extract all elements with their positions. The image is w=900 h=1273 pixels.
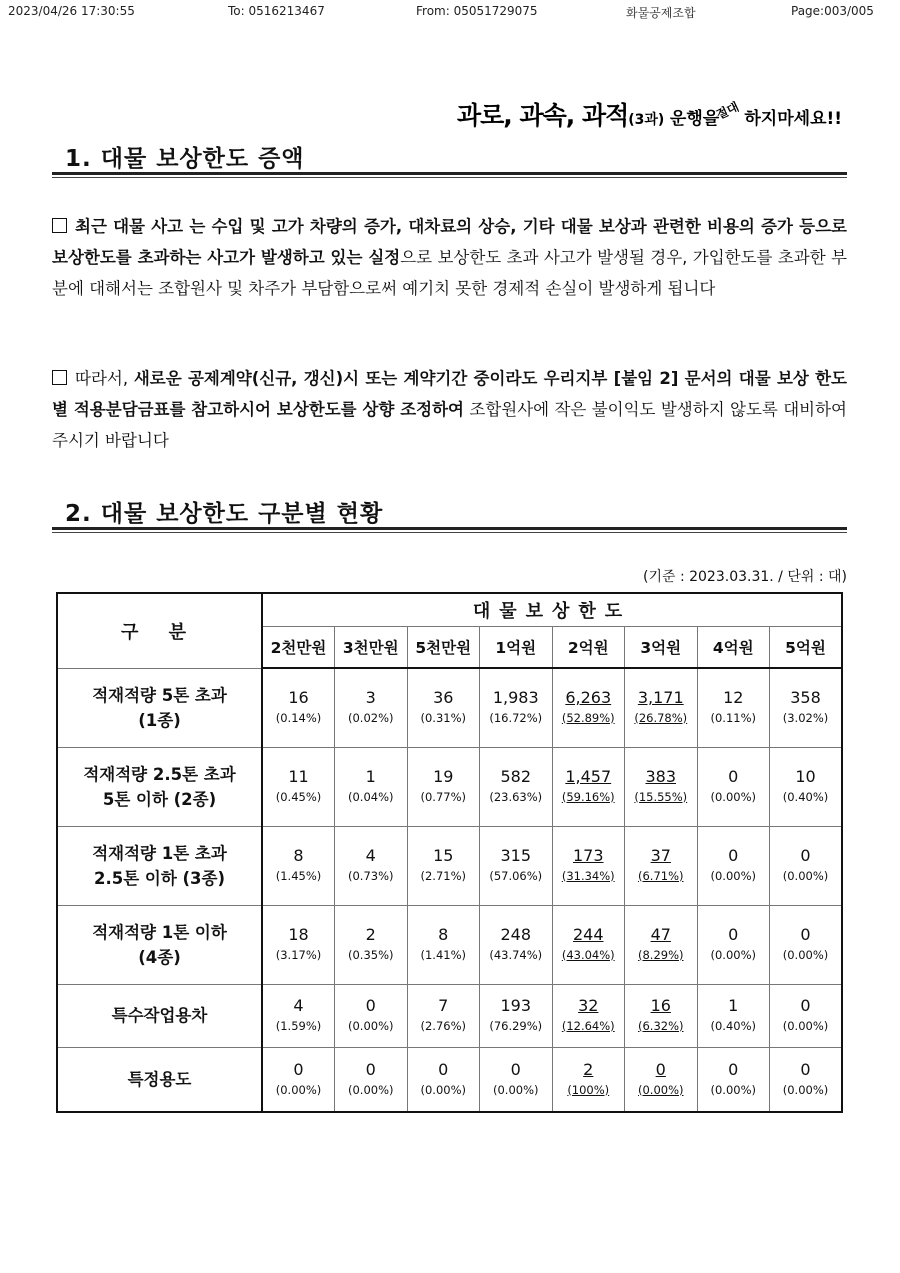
table-cell [407, 668, 480, 747]
cell-percent: (3.02%) [782, 710, 829, 725]
cell-percent: (0.00%) [710, 1082, 756, 1097]
cell-percent: (0.00%) [782, 868, 829, 883]
fax-sender: 화물공제조합 [626, 6, 696, 20]
cell-percent: (0.40%) [710, 1018, 756, 1033]
cell-count: 358 [790, 687, 821, 707]
cell-count: 193 [500, 995, 532, 1015]
column-header: 4억원 [697, 627, 770, 669]
section1-paragraph1 [52, 211, 847, 304]
cell-percent: (0.00%) [492, 1082, 539, 1097]
table-cell [625, 1048, 698, 1112]
cell-percent: (0.40%) [782, 789, 829, 804]
table-cell [480, 1048, 553, 1112]
cell-percent: (0.00%) [710, 947, 756, 962]
section1-rule [52, 172, 847, 178]
cell-count: 37 [650, 845, 671, 865]
cell-percent: (0.02%) [347, 710, 394, 725]
table-cell [407, 905, 480, 984]
column-header: 5천만원 [407, 627, 480, 669]
column-header: 1억원 [480, 627, 553, 669]
cell-percent: (57.06%) [489, 868, 543, 883]
section1-title: 1. 대물 보상한도 증액 [65, 146, 305, 172]
cell-percent: (0.00%) [420, 1082, 466, 1097]
slogan-part5: 하지마세요!! [744, 109, 842, 129]
table-cell [697, 747, 770, 826]
cell-count: 8 [293, 845, 304, 865]
cell-count: 244 [572, 924, 604, 944]
table-cell [262, 905, 335, 984]
cell-count: 3 [365, 687, 376, 707]
table-cell [335, 905, 408, 984]
cell-count: 2 [365, 924, 376, 944]
table-cell [480, 984, 553, 1048]
table-cell [335, 826, 408, 905]
cell-percent: (3.17%) [275, 947, 322, 962]
cell-percent: (0.00%) [782, 1018, 829, 1033]
table-cell [262, 747, 335, 826]
paragraph2-text: 조합원사에 작은 불이익도 발생하지 않도록 대비하여 주시기 바랍니다 [52, 400, 847, 450]
cell-percent: (23.63%) [489, 789, 543, 804]
cell-count: 1,983 [492, 687, 539, 707]
paragraph2-lead: 따라서, [75, 369, 134, 388]
cell-percent: (0.00%) [347, 1082, 394, 1097]
cell-percent: (0.00%) [710, 868, 756, 883]
table-cell [625, 826, 698, 905]
slogan-part4: 절대 [714, 99, 742, 123]
table-cell [407, 1048, 480, 1112]
cell-count: 0 [293, 1059, 304, 1079]
row-label-line: 적재적량 5톤 초과 [92, 685, 227, 705]
checkbox-square-icon [52, 370, 67, 385]
cell-percent: (8.29%) [637, 947, 684, 962]
fax-to: To: 0516213467 [228, 4, 325, 18]
table-row [57, 747, 842, 826]
cell-count: 0 [365, 1059, 376, 1079]
table-row [57, 984, 842, 1048]
cell-percent: (0.00%) [637, 1082, 684, 1097]
cell-count: 6,263 [565, 687, 612, 707]
cell-count: 4 [365, 845, 376, 865]
table-cell [770, 984, 843, 1048]
cell-count: 32 [578, 995, 599, 1015]
cell-count: 0 [510, 1059, 521, 1079]
cell-percent: (16.72%) [489, 710, 543, 725]
table-cell [407, 747, 480, 826]
cell-count: 12 [723, 687, 744, 707]
cell-count: 47 [650, 924, 671, 944]
cell-count: 16 [650, 995, 671, 1015]
cell-percent: (15.55%) [634, 789, 688, 804]
cell-percent: (0.35%) [347, 947, 394, 962]
cell-count: 582 [500, 766, 532, 786]
fax-page: Page:003/005 [791, 4, 874, 18]
cell-count: 383 [645, 766, 677, 786]
table-cell [407, 984, 480, 1048]
table-cell [625, 747, 698, 826]
table-cell [697, 668, 770, 747]
table-cell [262, 826, 335, 905]
row-label-line: 5톤 이하 (2종) [102, 789, 217, 809]
table-cell [262, 668, 335, 747]
cell-count: 3,171 [637, 687, 684, 707]
table-cell [697, 826, 770, 905]
row-label-line: (4종) [138, 947, 181, 967]
table-cell [697, 984, 770, 1048]
table-cell [335, 668, 408, 747]
slogan-part3: 운행을 [669, 109, 720, 129]
cell-count: 10 [795, 766, 816, 786]
row-label-line: 적재적량 1톤 초과 [92, 843, 227, 863]
row-label [57, 826, 262, 905]
slogan-part2: (3과) [628, 112, 665, 128]
cell-count: 11 [288, 766, 309, 786]
row-label [57, 1048, 262, 1112]
table-row [57, 668, 842, 747]
cell-count: 0 [800, 1059, 811, 1079]
table-cell [335, 747, 408, 826]
cell-count: 315 [500, 845, 532, 865]
cell-count: 0 [365, 995, 376, 1015]
safety-slogan [457, 96, 842, 132]
cell-percent: (0.14%) [275, 710, 322, 725]
paragraph1-bold: 최근 대물 사고 는 수입 및 고가 차량의 증가, 대차료의 상승, 기타 대물 보상과 관련한 비용의 증가 등으로 보상한도를 초과하는 사고가 발생하고 있는 실정 [52, 217, 847, 267]
table-cell [480, 826, 553, 905]
cell-percent: (100%) [567, 1082, 610, 1097]
cell-percent: (31.34%) [561, 868, 615, 883]
cell-percent: (2.71%) [420, 868, 466, 883]
table-cell [552, 826, 625, 905]
cell-percent: (76.29%) [489, 1018, 543, 1033]
section1-paragraph2 [52, 363, 847, 456]
table-cell [480, 747, 553, 826]
cell-count: 1,457 [565, 766, 612, 786]
fax-datetime: 2023/04/26 17:30:55 [8, 4, 135, 18]
cell-percent: (52.89%) [561, 710, 615, 725]
cell-percent: (0.04%) [347, 789, 394, 804]
cell-count: 19 [433, 766, 454, 786]
column-header: 5억원 [770, 627, 843, 669]
table-row [57, 1048, 842, 1112]
column-header: 3천만원 [335, 627, 408, 669]
cell-count: 0 [655, 1059, 666, 1079]
section2-title: 2. 대물 보상한도 구분별 현황 [65, 501, 384, 527]
table-body [57, 668, 842, 1112]
cell-percent: (0.00%) [782, 947, 829, 962]
cell-count: 1 [365, 766, 376, 786]
section2-rule [52, 527, 847, 533]
table-cell [770, 905, 843, 984]
column-header: 3억원 [625, 627, 698, 669]
cell-percent: (0.31%) [420, 710, 466, 725]
cell-percent: (6.71%) [637, 868, 684, 883]
row-label [57, 668, 262, 747]
cell-count: 4 [293, 995, 304, 1015]
cell-count: 0 [728, 1059, 739, 1079]
table-cell [770, 747, 843, 826]
cell-count: 1 [728, 995, 739, 1015]
table-cell [770, 1048, 843, 1112]
table-cell [552, 747, 625, 826]
cell-percent: (1.59%) [275, 1018, 322, 1033]
row-label [57, 747, 262, 826]
cell-percent: (12.64%) [561, 1018, 615, 1033]
table-cell [480, 668, 553, 747]
cell-count: 0 [728, 766, 739, 786]
cell-count: 16 [288, 687, 309, 707]
row-label-line: 2.5톤 이하 (3종) [93, 868, 226, 888]
cell-percent: (43.74%) [489, 947, 543, 962]
row-label-line: 적재적량 1톤 이하 [92, 922, 227, 942]
coverage-table [56, 592, 843, 1113]
paragraph2-bold: 새로운 공제계약(신규, 갱신)시 또는 계약기간 중이라도 우리지부 [붙임 2] 문서의 대물 보상 한도별 적용분담금표를 참고하시어 보상한도를 상향 조정하여 [52, 369, 847, 419]
cell-percent: (2.76%) [420, 1018, 466, 1033]
table-cell [262, 1048, 335, 1112]
table-cell [552, 905, 625, 984]
cell-percent: (1.45%) [275, 868, 322, 883]
table-row [57, 905, 842, 984]
cell-count: 0 [438, 1059, 449, 1079]
table-cell [262, 984, 335, 1048]
table-cell [552, 1048, 625, 1112]
table-cell [625, 668, 698, 747]
cell-percent: (0.00%) [347, 1018, 394, 1033]
table-cell [335, 984, 408, 1048]
table-cell [697, 1048, 770, 1112]
table-cell [770, 668, 843, 747]
cell-percent: (0.00%) [275, 1082, 322, 1097]
cell-count: 173 [572, 845, 604, 865]
paragraph1-text: 으로 보상한도 초과 사고가 발생될 경우, 가입한도를 초과한 부분에 대해서는 조합원사 및 차주가 부담함으로써 예기치 못한 경제적 손실이 발생하게 됩니다 [52, 248, 847, 298]
checkbox-square-icon [52, 218, 67, 233]
table-cell [770, 826, 843, 905]
row-label-line: 특수작업용차 [111, 1006, 208, 1026]
table-cell [552, 668, 625, 747]
table-row [57, 826, 842, 905]
cell-count: 7 [438, 995, 449, 1015]
cell-count: 0 [728, 924, 739, 944]
row-label [57, 905, 262, 984]
cell-count: 2 [583, 1059, 594, 1079]
category-header: 구 분 [57, 593, 262, 668]
cell-percent: (43.04%) [561, 947, 615, 962]
cell-count: 18 [288, 924, 309, 944]
slogan-part1: 과로, 과속, 과적 [456, 101, 629, 130]
table-cell [335, 1048, 408, 1112]
table-cell [697, 905, 770, 984]
fax-from: From: 05051729075 [416, 4, 538, 18]
cell-percent: (0.00%) [710, 789, 756, 804]
fax-header [0, 4, 900, 22]
cell-percent: (0.73%) [347, 868, 394, 883]
cell-percent: (0.00%) [782, 1082, 829, 1097]
cell-percent: (0.77%) [420, 789, 466, 804]
cell-percent: (6.32%) [637, 1018, 684, 1033]
cell-count: 0 [728, 845, 739, 865]
cell-count: 248 [500, 924, 532, 944]
table-cell [407, 826, 480, 905]
cell-percent: (59.16%) [561, 789, 615, 804]
table-cell [480, 905, 553, 984]
table-cell [625, 984, 698, 1048]
cell-count: 0 [800, 995, 811, 1015]
cell-count: 8 [438, 924, 449, 944]
column-header: 2억원 [552, 627, 625, 669]
row-label-line: (1종) [138, 710, 181, 730]
cell-count: 0 [800, 924, 811, 944]
table-basis-note: (기준 : 2023.03.31. / 단위 : 대) [642, 569, 847, 585]
cell-count: 36 [433, 687, 454, 707]
cell-percent: (1.41%) [420, 947, 466, 962]
cell-percent: (0.45%) [275, 789, 322, 804]
table-cell [552, 984, 625, 1048]
cell-count: 0 [800, 845, 811, 865]
cell-count: 15 [433, 845, 454, 865]
coverage-group-header: 대물보상한도 [262, 593, 842, 627]
table-cell [625, 905, 698, 984]
row-label-line: 적재적량 2.5톤 초과 [83, 764, 236, 784]
row-label-line: 특정용도 [127, 1070, 192, 1090]
row-label [57, 984, 262, 1048]
cell-percent: (26.78%) [634, 710, 688, 725]
cell-percent: (0.11%) [710, 710, 756, 725]
column-header: 2천만원 [262, 627, 335, 669]
